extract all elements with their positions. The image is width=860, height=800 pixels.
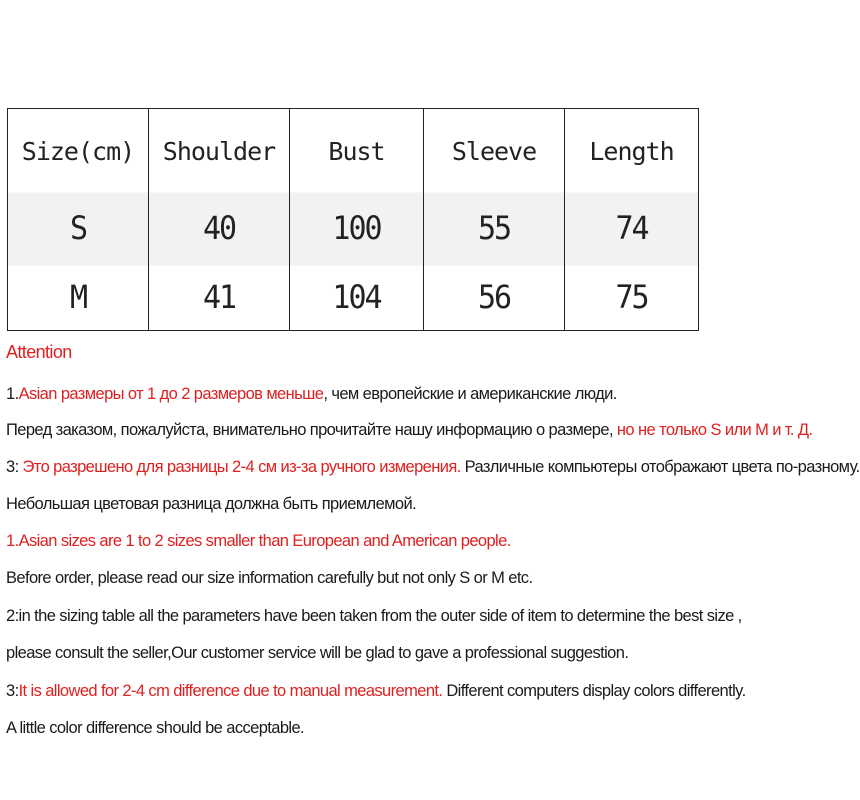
- table-cell: 100: [290, 191, 424, 266]
- table-row: [8, 263, 699, 331]
- table-header-row: [8, 109, 699, 194]
- note-ru-2: [6, 421, 812, 440]
- note-en-3: 2:in the sizing table all the parameters have been taken from the outer side of item to determine the best size ,: [6, 607, 742, 625]
- header-size: Size(cm): [8, 109, 149, 194]
- note-text: Different computers display colors differently.: [442, 682, 746, 700]
- note-ru-3: [6, 458, 860, 477]
- note-highlight: Asian размеры от 1 до 2 размеров меньше: [18, 385, 324, 403]
- note-text: Различные компьютеры отображают цвета по-разному.: [460, 458, 860, 476]
- table-cell: M: [8, 260, 149, 333]
- header-shoulder: Shoulder: [149, 109, 290, 194]
- note-en-5: [6, 682, 746, 701]
- table-row: [8, 194, 699, 263]
- table-cell: 41: [149, 260, 290, 333]
- header-bust: Bust: [290, 109, 424, 194]
- note-highlight: но не только S или M и т. Д.: [616, 421, 813, 439]
- header-sleeve: Sleeve: [424, 109, 565, 194]
- header-length: Length: [565, 109, 699, 194]
- note-prefix: 1.: [6, 385, 19, 403]
- note-prefix: 1.: [6, 532, 19, 550]
- note-text: , чем европейские и американские люди.: [323, 385, 617, 403]
- table-cell: 56: [424, 260, 565, 333]
- note-en-6: A little color difference should be acceptable.: [6, 719, 305, 737]
- table-cell: 75: [565, 260, 699, 333]
- note-text: Перед заказом, пожалуйста, внимательно прочитайте нашу информацию о размере,: [6, 421, 617, 439]
- size-chart-table: [7, 108, 699, 331]
- table-cell: 40: [149, 191, 290, 266]
- table-cell: 104: [290, 260, 424, 333]
- attention-heading: Attention: [6, 342, 72, 362]
- note-prefix: 3:: [6, 682, 19, 700]
- table-cell: 74: [565, 191, 699, 266]
- table-cell: 55: [424, 191, 565, 266]
- note-prefix: 3:: [6, 458, 23, 476]
- note-ru-4: Небольшая цветовая разница должна быть приемлемой.: [6, 495, 417, 513]
- note-en-2: Before order, please read our size information carefully but not only S or M etc.: [6, 569, 533, 587]
- note-highlight: It is allowed for 2-4 cm difference due to manual measurement.: [18, 682, 443, 700]
- note-en-4: please consult the seller,Our customer service will be glad to gave a professional suggestion.: [6, 644, 629, 662]
- note-ru-1: [6, 385, 617, 404]
- note-highlight: Это разрешено для разницы 2-4 см из-за ручного измерения.: [22, 458, 461, 476]
- table-cell: S: [8, 191, 149, 266]
- note-en-1: [6, 532, 511, 551]
- note-highlight: Asian sizes are 1 to 2 sizes smaller than European and American people.: [18, 532, 511, 550]
